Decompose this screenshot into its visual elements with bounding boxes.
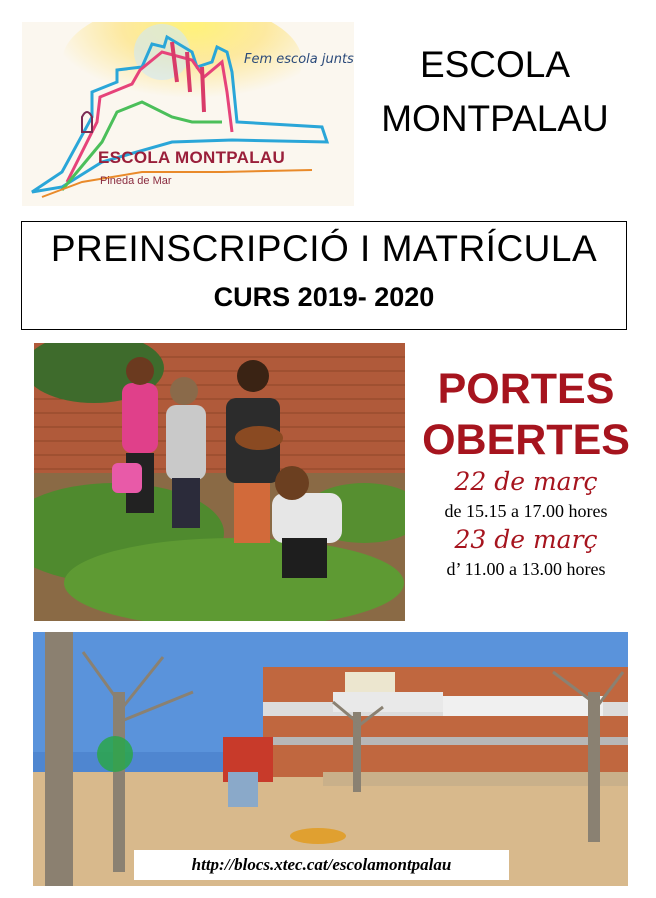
logo-school-name: ESCOLA MONTPALAU — [98, 148, 286, 167]
logo-place: Pineda de Mar — [100, 175, 172, 187]
session-date: 22 de març — [454, 467, 598, 496]
website-link[interactable]: http://blocs.xtec.cat/escolamontpalau — [134, 850, 509, 880]
course-label: CURS 2019- 2020 — [213, 282, 435, 312]
title-box — [21, 221, 627, 330]
school-logo — [22, 22, 354, 206]
logo-tagline: Fem escola junts — [244, 52, 354, 67]
open-day-title-line2: OBERTES — [422, 416, 630, 464]
school-title-line1: ESCOLA — [419, 44, 571, 85]
page-title: PREINSCRIPCIÓ I MATRÍCULA — [50, 228, 598, 269]
session-date: 23 de març — [454, 525, 598, 554]
open-day-info — [415, 364, 637, 582]
garden-photo — [34, 343, 405, 621]
school-title — [360, 38, 630, 146]
session-hours: d’ 11.00 a 13.00 hores — [446, 559, 606, 579]
open-day-title-line1: PORTES — [437, 365, 615, 413]
schoolyard-photo — [33, 632, 628, 886]
logo-castle-artwork — [22, 22, 354, 206]
school-title-line2: MONTPALAU — [381, 98, 609, 139]
session-hours: de 15.15 a 17.00 hores — [444, 501, 608, 521]
